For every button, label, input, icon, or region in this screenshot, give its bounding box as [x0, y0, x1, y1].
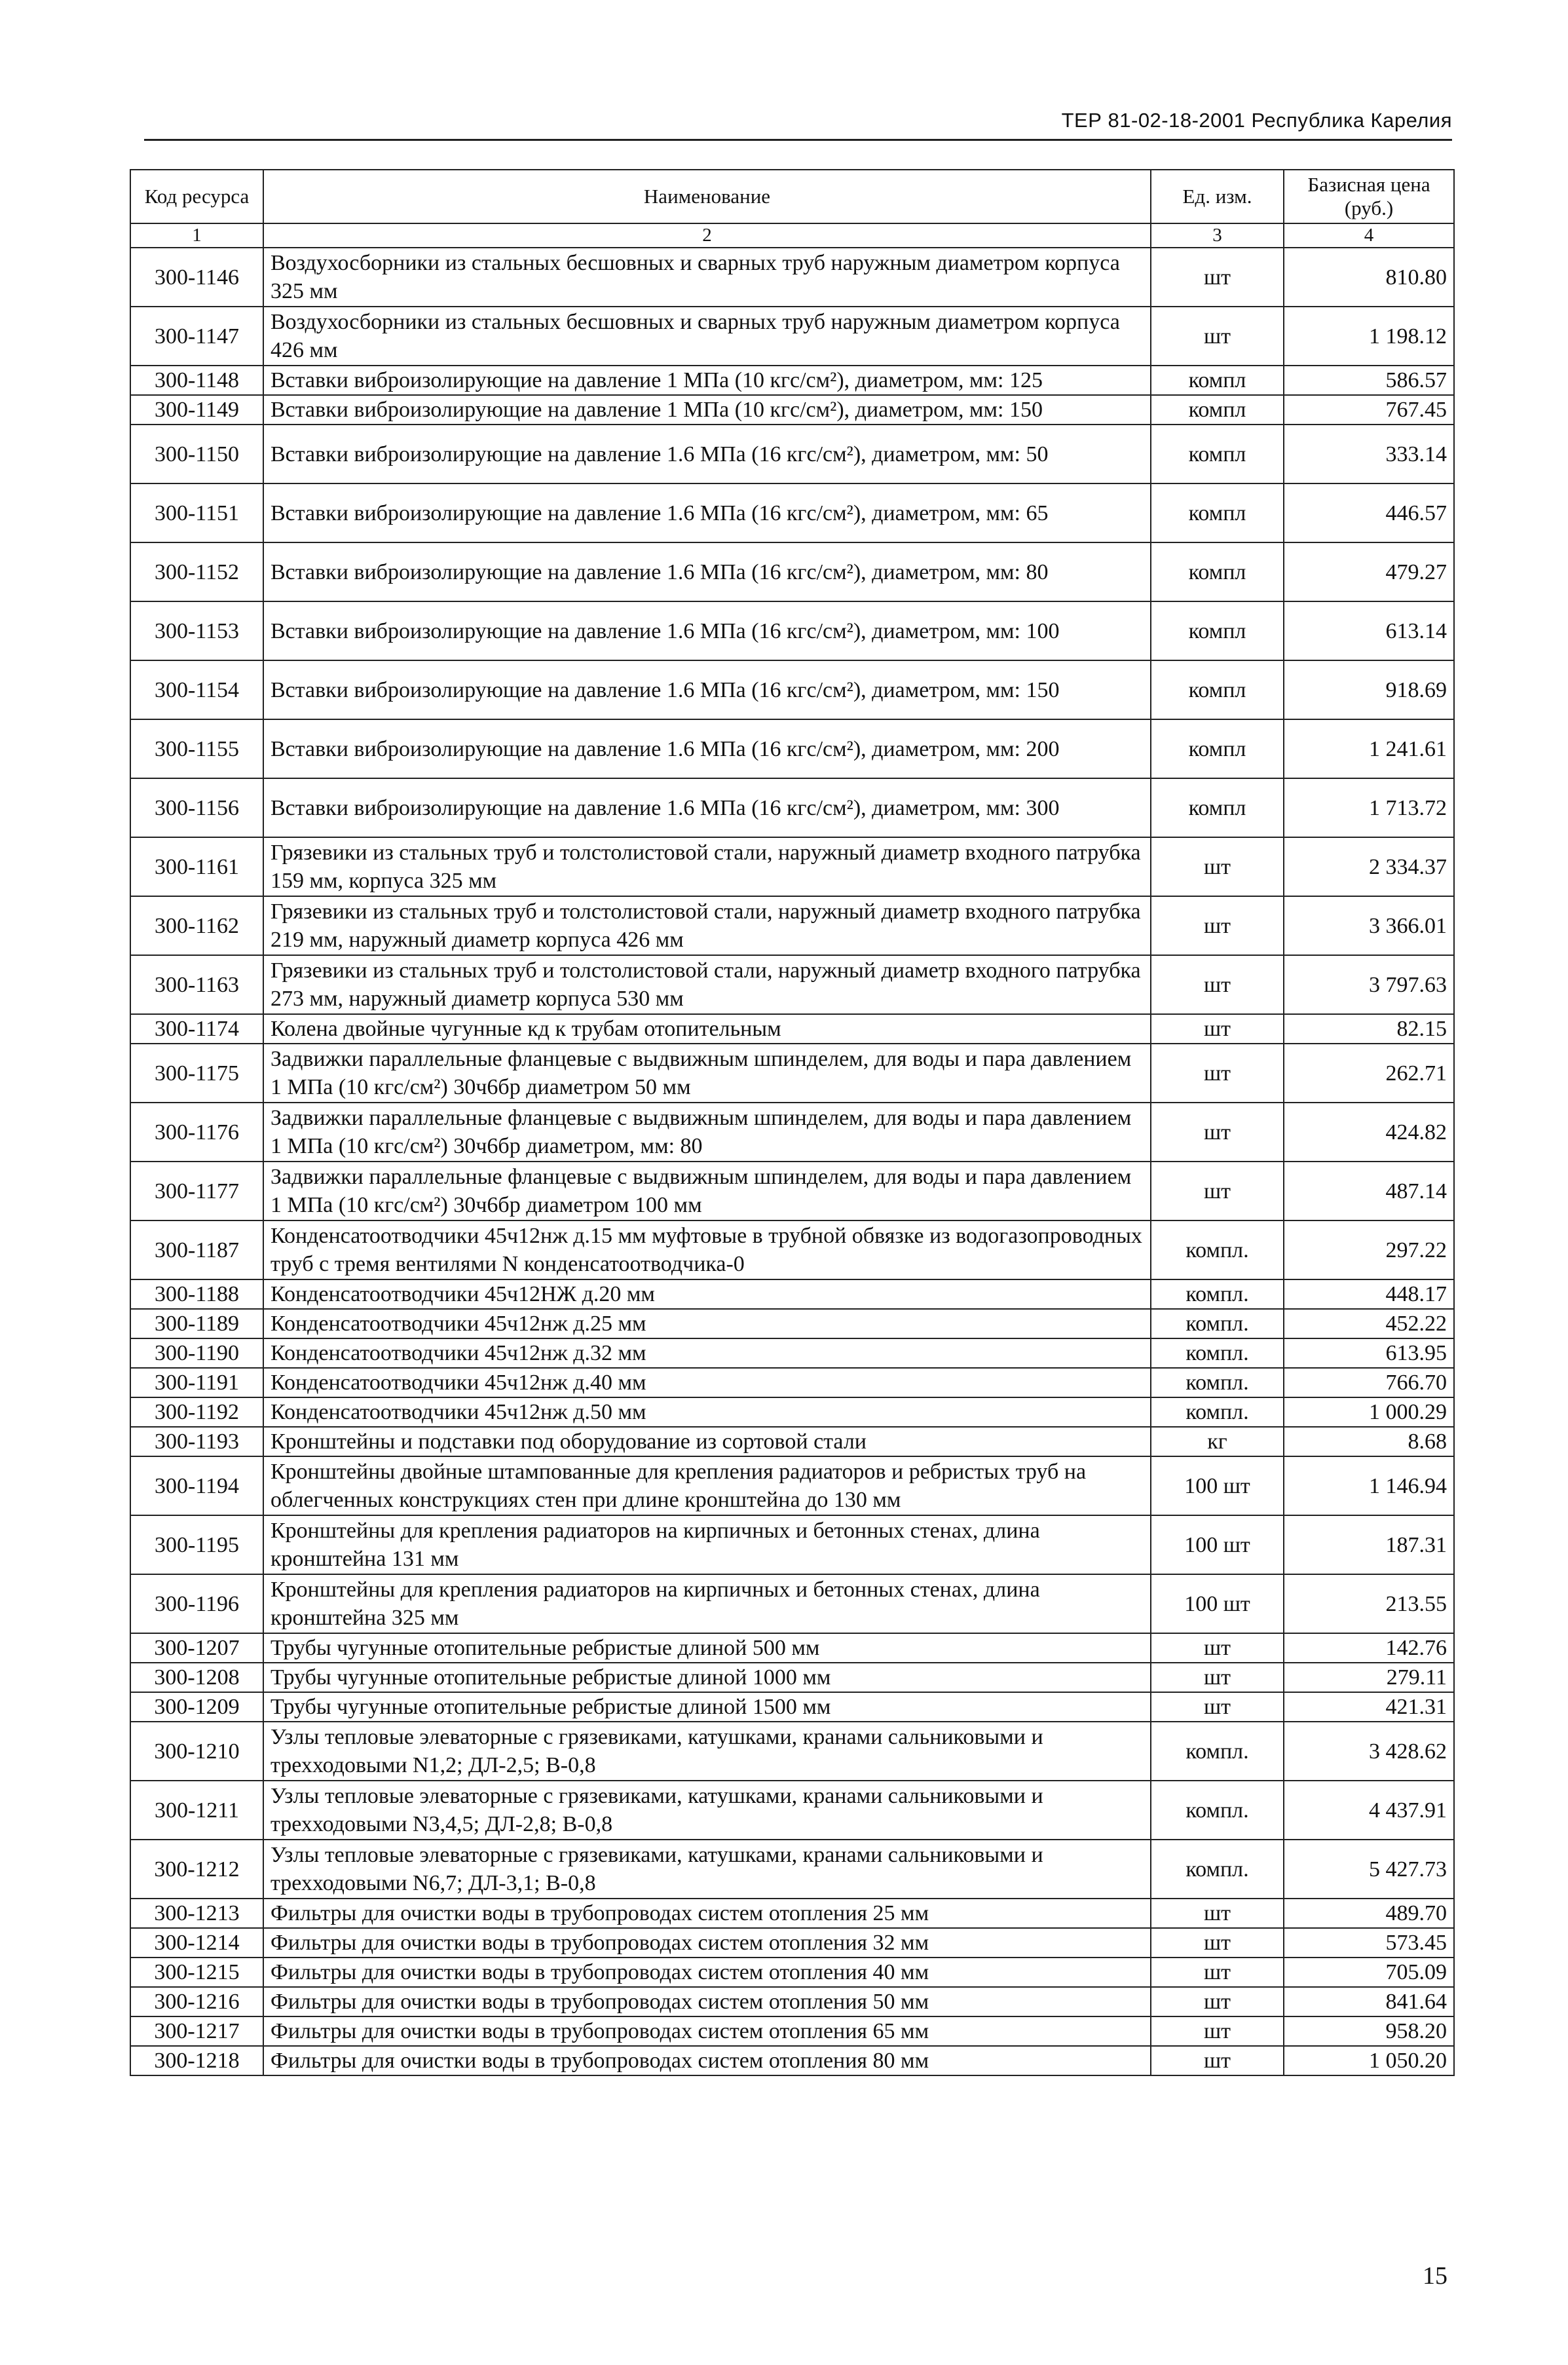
resource-name-cell: Фильтры для очистки воды в трубопроводах систем отопления 80 мм	[263, 2046, 1151, 2075]
unit-cell: компл.	[1151, 1397, 1284, 1427]
resource-name-cell: Колена двойные чугунные кд к трубам отопительным	[263, 1014, 1151, 1044]
resource-name-cell: Грязевики из стальных труб и толстолистовой стали, наружный диаметр входного патрубка 219 мм, наружный диаметр корпуса 426 мм	[263, 896, 1151, 955]
resource-code-cell: 300-1151	[130, 483, 263, 542]
unit-cell: компл	[1151, 542, 1284, 601]
resource-code-cell: 300-1194	[130, 1456, 263, 1515]
resource-name-cell: Узлы тепловые элеваторные с грязевиками, катушками, кранами сальниковыми и трехходовыми N3,4,5; ДЛ-2,8; В-0,8	[263, 1781, 1151, 1840]
resource-name-cell: Фильтры для очистки воды в трубопроводах систем отопления 50 мм	[263, 1987, 1151, 2016]
unit-cell: шт	[1151, 1987, 1284, 2016]
resource-name-cell: Грязевики из стальных труб и толстолистовой стали, наружный диаметр входного патрубка 159 мм, корпуса 325 мм	[263, 837, 1151, 896]
table-row	[130, 1338, 1454, 1368]
column-number-name: 2	[263, 223, 1151, 248]
price-cell: 2 334.37	[1284, 837, 1454, 896]
table-row	[130, 1928, 1454, 1958]
resource-name-cell: Вставки виброизолирующие на давление 1.6 МПа (16 кгс/см²), диаметром, мм: 100	[263, 601, 1151, 660]
unit-cell: компл.	[1151, 1338, 1284, 1368]
column-number-unit: 3	[1151, 223, 1284, 248]
column-header-code: Код ресурса	[130, 170, 263, 223]
price-cell: 3 428.62	[1284, 1722, 1454, 1781]
unit-cell: шт	[1151, 1692, 1284, 1722]
unit-cell: шт	[1151, 955, 1284, 1014]
resource-name-cell: Грязевики из стальных труб и толстолистовой стали, наружный диаметр входного патрубка 273 мм, наружный диаметр корпуса 530 мм	[263, 955, 1151, 1014]
unit-cell: шт	[1151, 896, 1284, 955]
unit-cell: компл	[1151, 660, 1284, 719]
price-cell: 1 050.20	[1284, 2046, 1454, 2075]
unit-cell: шт	[1151, 1014, 1284, 1044]
table-row	[130, 1574, 1454, 1633]
resource-code-cell: 300-1147	[130, 307, 263, 366]
resource-name-cell: Трубы чугунные отопительные ребристые длиной 1000 мм	[263, 1663, 1151, 1692]
unit-cell: шт	[1151, 1633, 1284, 1663]
table-row	[130, 483, 1454, 542]
column-number-code: 1	[130, 223, 263, 248]
table-row	[130, 601, 1454, 660]
resource-code-cell: 300-1175	[130, 1044, 263, 1103]
resource-name-cell: Вставки виброизолирующие на давление 1.6 МПа (16 кгс/см²), диаметром, мм: 150	[263, 660, 1151, 719]
resource-name-cell: Кронштейны и подставки под оборудование из сортовой стали	[263, 1427, 1151, 1456]
unit-cell: шт	[1151, 1103, 1284, 1162]
resource-name-cell: Вставки виброизолирующие на давление 1.6 МПа (16 кгс/см²), диаметром, мм: 65	[263, 483, 1151, 542]
table-row	[130, 1456, 1454, 1515]
table-row	[130, 1987, 1454, 2016]
column-header-unit: Ед. изм.	[1151, 170, 1284, 223]
price-cell: 767.45	[1284, 395, 1454, 425]
resource-code-cell: 300-1218	[130, 2046, 263, 2075]
resource-name-cell: Узлы тепловые элеваторные с грязевиками, катушками, кранами сальниковыми и трехходовыми N1,2; ДЛ-2,5; В-0,8	[263, 1722, 1151, 1781]
unit-cell: кг	[1151, 1427, 1284, 1456]
resource-name-cell: Вставки виброизолирующие на давление 1.6 МПа (16 кгс/см²), диаметром, мм: 50	[263, 425, 1151, 483]
resource-name-cell: Воздухосборники из стальных бесшовных и сварных труб наружным диаметром корпуса 325 мм	[263, 248, 1151, 307]
resource-code-cell: 300-1195	[130, 1515, 263, 1574]
table-row	[130, 837, 1454, 896]
price-cell: 1 198.12	[1284, 307, 1454, 366]
resource-code-cell: 300-1207	[130, 1633, 263, 1663]
price-cell: 1 000.29	[1284, 1397, 1454, 1427]
price-cell: 918.69	[1284, 660, 1454, 719]
resource-code-cell: 300-1152	[130, 542, 263, 601]
table-row	[130, 1279, 1454, 1309]
price-cell: 958.20	[1284, 2016, 1454, 2046]
resource-code-cell: 300-1187	[130, 1220, 263, 1279]
table-row	[130, 1162, 1454, 1220]
resource-name-cell: Кронштейны двойные штампованные для крепления радиаторов и ребристых труб на облегченных конструкциях стен при длине кронштейна до 130 мм	[263, 1456, 1151, 1515]
table-row	[130, 542, 1454, 601]
resource-code-cell: 300-1193	[130, 1427, 263, 1456]
resource-code-cell: 300-1217	[130, 2016, 263, 2046]
column-header-price: Базисная цена (руб.)	[1284, 170, 1454, 223]
table-row	[130, 1427, 1454, 1456]
resource-name-cell: Конденсатоотводчики 45ч12нж д.32 мм	[263, 1338, 1151, 1368]
resource-code-cell: 300-1188	[130, 1279, 263, 1309]
price-cell: 142.76	[1284, 1633, 1454, 1663]
resource-code-cell: 300-1215	[130, 1958, 263, 1987]
price-cell: 421.31	[1284, 1692, 1454, 1722]
resource-code-cell: 300-1176	[130, 1103, 263, 1162]
resource-name-cell: Вставки виброизолирующие на давление 1.6 МПа (16 кгс/см²), диаметром, мм: 200	[263, 719, 1151, 778]
resource-code-cell: 300-1146	[130, 248, 263, 307]
column-header-row	[130, 170, 1454, 223]
resource-code-cell: 300-1213	[130, 1899, 263, 1928]
price-cell: 8.68	[1284, 1427, 1454, 1456]
unit-cell: шт	[1151, 1663, 1284, 1692]
table-row	[130, 1840, 1454, 1899]
unit-cell: шт	[1151, 1162, 1284, 1220]
unit-cell: 100 шт	[1151, 1456, 1284, 1515]
resource-name-cell: Фильтры для очистки воды в трубопроводах систем отопления 65 мм	[263, 2016, 1151, 2046]
resource-code-cell: 300-1209	[130, 1692, 263, 1722]
price-cell: 3 366.01	[1284, 896, 1454, 955]
table-row	[130, 248, 1454, 307]
price-cell: 213.55	[1284, 1574, 1454, 1633]
resource-code-cell: 300-1208	[130, 1663, 263, 1692]
unit-cell: шт	[1151, 2016, 1284, 2046]
resource-code-cell: 300-1210	[130, 1722, 263, 1781]
unit-cell: шт	[1151, 1044, 1284, 1103]
resource-name-cell: Трубы чугунные отопительные ребристые длиной 500 мм	[263, 1633, 1151, 1663]
table-row	[130, 719, 1454, 778]
unit-cell: шт	[1151, 248, 1284, 307]
resource-code-cell: 300-1154	[130, 660, 263, 719]
resource-name-cell: Кронштейны для крепления радиаторов на кирпичных и бетонных стенах, длина кронштейна 131 мм	[263, 1515, 1151, 1574]
resource-price-table	[130, 169, 1455, 2076]
price-cell: 586.57	[1284, 366, 1454, 395]
unit-cell: компл	[1151, 425, 1284, 483]
unit-cell: компл.	[1151, 1722, 1284, 1781]
price-cell: 613.14	[1284, 601, 1454, 660]
resource-name-cell: Фильтры для очистки воды в трубопроводах систем отопления 40 мм	[263, 1958, 1151, 1987]
resource-code-cell: 300-1211	[130, 1781, 263, 1840]
unit-cell: компл.	[1151, 1279, 1284, 1309]
resource-name-cell: Трубы чугунные отопительные ребристые длиной 1500 мм	[263, 1692, 1151, 1722]
unit-cell: шт	[1151, 2046, 1284, 2075]
resource-name-cell: Конденсатоотводчики 45ч12нж д.40 мм	[263, 1368, 1151, 1397]
resource-name-cell: Воздухосборники из стальных бесшовных и сварных труб наружным диаметром корпуса 426 мм	[263, 307, 1151, 366]
unit-cell: компл	[1151, 483, 1284, 542]
unit-cell: компл	[1151, 395, 1284, 425]
table-row	[130, 307, 1454, 366]
table-row	[130, 1663, 1454, 1692]
resource-code-cell: 300-1163	[130, 955, 263, 1014]
resource-code-cell: 300-1189	[130, 1309, 263, 1338]
resource-code-cell: 300-1192	[130, 1397, 263, 1427]
table-row	[130, 1515, 1454, 1574]
resource-name-cell: Вставки виброизолирующие на давление 1.6 МПа (16 кгс/см²), диаметром, мм: 300	[263, 778, 1151, 837]
table-row	[130, 1368, 1454, 1397]
price-cell: 613.95	[1284, 1338, 1454, 1368]
resource-code-cell: 300-1162	[130, 896, 263, 955]
price-cell: 333.14	[1284, 425, 1454, 483]
table-row	[130, 1722, 1454, 1781]
unit-cell: компл.	[1151, 1220, 1284, 1279]
resource-code-cell: 300-1214	[130, 1928, 263, 1958]
resource-code-cell: 300-1212	[130, 1840, 263, 1899]
price-cell: 3 797.63	[1284, 955, 1454, 1014]
unit-cell: компл.	[1151, 1368, 1284, 1397]
table-row	[130, 1781, 1454, 1840]
running-header: ТЕР 81-02-18-2001 Республика Карелия	[1061, 109, 1452, 132]
resource-name-cell: Фильтры для очистки воды в трубопроводах систем отопления 25 мм	[263, 1899, 1151, 1928]
resource-name-cell: Кронштейны для крепления радиаторов на кирпичных и бетонных стенах, длина кронштейна 325 мм	[263, 1574, 1151, 1633]
unit-cell: компл.	[1151, 1840, 1284, 1899]
resource-name-cell: Конденсатоотводчики 45ч12НЖ д.20 мм	[263, 1279, 1151, 1309]
price-cell: 297.22	[1284, 1220, 1454, 1279]
resource-code-cell: 300-1216	[130, 1987, 263, 2016]
resource-name-cell: Вставки виброизолирующие на давление 1 МПа (10 кгс/см²), диаметром, мм: 150	[263, 395, 1151, 425]
resource-code-cell: 300-1155	[130, 719, 263, 778]
table-row	[130, 778, 1454, 837]
table-row	[130, 1633, 1454, 1663]
price-cell: 452.22	[1284, 1309, 1454, 1338]
unit-cell: шт	[1151, 1899, 1284, 1928]
price-cell: 841.64	[1284, 1987, 1454, 2016]
resource-name-cell: Задвижки параллельные фланцевые с выдвижным шпинделем, для воды и пара давлением 1 МПа (10 кгс/см²) 30ч6бр диаметром, мм: 80	[263, 1103, 1151, 1162]
table-row	[130, 1899, 1454, 1928]
table-row	[130, 1692, 1454, 1722]
table-row	[130, 1044, 1454, 1103]
price-cell: 810.80	[1284, 248, 1454, 307]
price-cell: 573.45	[1284, 1928, 1454, 1958]
table-row	[130, 1014, 1454, 1044]
unit-cell: компл	[1151, 601, 1284, 660]
unit-cell: компл.	[1151, 1781, 1284, 1840]
resource-name-cell: Вставки виброизолирующие на давление 1.6 МПа (16 кгс/см²), диаметром, мм: 80	[263, 542, 1151, 601]
column-number-price: 4	[1284, 223, 1454, 248]
table-row	[130, 955, 1454, 1014]
table-row	[130, 1220, 1454, 1279]
table-body	[130, 248, 1454, 2075]
price-cell: 448.17	[1284, 1279, 1454, 1309]
resource-code-cell: 300-1161	[130, 837, 263, 896]
price-cell: 187.31	[1284, 1515, 1454, 1574]
resource-name-cell: Фильтры для очистки воды в трубопроводах систем отопления 32 мм	[263, 1928, 1151, 1958]
resource-name-cell: Конденсатоотводчики 45ч12нж д.50 мм	[263, 1397, 1151, 1427]
resource-name-cell: Конденсатоотводчики 45ч12нж д.25 мм	[263, 1309, 1151, 1338]
price-cell: 446.57	[1284, 483, 1454, 542]
resource-name-cell: Конденсатоотводчики 45ч12нж д.15 мм муфтовые в трубной обвязке из водогазопроводных труб с тремя вентилями N конденсатоотводчика-0	[263, 1220, 1151, 1279]
table-row	[130, 1103, 1454, 1162]
price-cell: 705.09	[1284, 1958, 1454, 1987]
page-number: 15	[1423, 2262, 1447, 2290]
table-row	[130, 1958, 1454, 1987]
resource-name-cell: Задвижки параллельные фланцевые с выдвижным шпинделем, для воды и пара давлением 1 МПа (10 кгс/см²) 30ч6бр диаметром 50 мм	[263, 1044, 1151, 1103]
header-rule	[144, 139, 1452, 141]
unit-cell: шт	[1151, 837, 1284, 896]
table-row	[130, 366, 1454, 395]
price-cell: 1 241.61	[1284, 719, 1454, 778]
price-cell: 487.14	[1284, 1162, 1454, 1220]
unit-cell: 100 шт	[1151, 1515, 1284, 1574]
unit-cell: компл.	[1151, 1309, 1284, 1338]
resource-code-cell: 300-1190	[130, 1338, 263, 1368]
unit-cell: компл	[1151, 366, 1284, 395]
resource-code-cell: 300-1149	[130, 395, 263, 425]
resource-code-cell: 300-1177	[130, 1162, 263, 1220]
column-header-name: Наименование	[263, 170, 1151, 223]
table-row	[130, 896, 1454, 955]
resource-code-cell: 300-1156	[130, 778, 263, 837]
unit-cell: компл	[1151, 778, 1284, 837]
unit-cell: шт	[1151, 307, 1284, 366]
resource-code-cell: 300-1196	[130, 1574, 263, 1633]
unit-cell: 100 шт	[1151, 1574, 1284, 1633]
column-number-row	[130, 223, 1454, 248]
resource-code-cell: 300-1148	[130, 366, 263, 395]
unit-cell: компл	[1151, 719, 1284, 778]
resource-code-cell: 300-1191	[130, 1368, 263, 1397]
table-row	[130, 660, 1454, 719]
price-cell: 489.70	[1284, 1899, 1454, 1928]
unit-cell: шт	[1151, 1928, 1284, 1958]
price-cell: 5 427.73	[1284, 1840, 1454, 1899]
price-cell: 279.11	[1284, 1663, 1454, 1692]
price-cell: 766.70	[1284, 1368, 1454, 1397]
price-cell: 1 713.72	[1284, 778, 1454, 837]
table-row	[130, 425, 1454, 483]
table-row	[130, 1309, 1454, 1338]
price-cell: 262.71	[1284, 1044, 1454, 1103]
price-cell: 82.15	[1284, 1014, 1454, 1044]
resource-code-cell: 300-1153	[130, 601, 263, 660]
price-cell: 424.82	[1284, 1103, 1454, 1162]
table-row	[130, 2016, 1454, 2046]
unit-cell: шт	[1151, 1958, 1284, 1987]
price-cell: 479.27	[1284, 542, 1454, 601]
resource-code-cell: 300-1150	[130, 425, 263, 483]
resource-name-cell: Вставки виброизолирующие на давление 1 МПа (10 кгс/см²), диаметром, мм: 125	[263, 366, 1151, 395]
resource-code-cell: 300-1174	[130, 1014, 263, 1044]
table-row	[130, 1397, 1454, 1427]
price-cell: 4 437.91	[1284, 1781, 1454, 1840]
resource-name-cell: Задвижки параллельные фланцевые с выдвижным шпинделем, для воды и пара давлением 1 МПа (10 кгс/см²) 30ч6бр диаметром 100 мм	[263, 1162, 1151, 1220]
table-row	[130, 395, 1454, 425]
table-row	[130, 2046, 1454, 2075]
price-cell: 1 146.94	[1284, 1456, 1454, 1515]
resource-name-cell: Узлы тепловые элеваторные с грязевиками, катушками, кранами сальниковыми и трехходовыми N6,7; ДЛ-3,1; В-0,8	[263, 1840, 1151, 1899]
